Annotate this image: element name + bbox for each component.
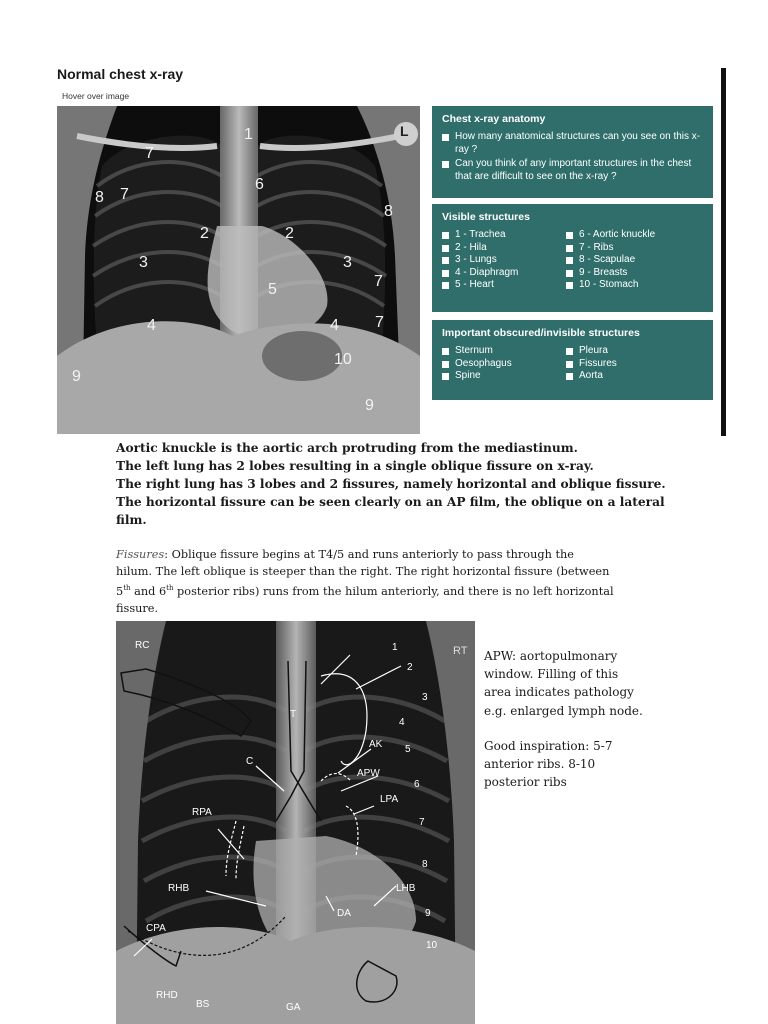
rib-label: 2 [407,662,413,673]
list-item: 9 - Breasts [566,267,696,280]
annotation-label: GA [286,1002,301,1013]
list-item: Sternum [442,345,566,358]
xray-drawing [57,106,420,434]
list-item: Spine [442,370,566,383]
annotation-label: C [246,756,254,767]
rib-label: 7 [419,817,425,828]
xray-number: 9 [365,397,374,414]
annotated-xray-image[interactable] [116,621,475,1024]
xray-number: 7 [375,314,384,331]
list-item: 7 - Ribs [566,242,696,255]
superscript: th [123,584,131,592]
xray-number: 7 [120,186,129,203]
annotation-label: RPA [192,807,212,818]
xray-number: 2 [285,225,294,242]
list-item: Fissures [566,358,696,371]
xray-number: 7 [145,145,154,162]
rib-label: 8 [422,859,428,870]
fissures-label: Fissures [116,548,165,561]
annotation-label: APW [357,768,380,779]
side-notes [484,647,644,808]
list-item: 8 - Scapulae [566,254,696,267]
rib-label: 4 [399,717,405,728]
xray-number: 8 [384,203,393,220]
list-item: 3 - Lungs [442,254,566,267]
text-line: : Oblique fissure begins at T4/5 and runs anteriorly to pass through the [164,548,574,561]
list-item: How many anatomical structures can you see on this x-ray ? [442,131,703,156]
xray-number: 8 [95,189,104,206]
box-heading: Important obscured/invisible structures [442,327,640,339]
text-line: film. [116,513,147,527]
text-fragment: posterior ribs) runs from the hilum anteriorly, and there is no left horizontal [173,584,614,598]
annotation-label: LHB [396,883,416,894]
annotation-label: RHD [156,990,178,1001]
list-item: 10 - Stomach [566,279,696,292]
rib-label: 6 [414,779,420,790]
divider-bar [721,68,726,436]
side-marker: RT [453,645,468,657]
xray-number: 5 [268,281,277,298]
list-item: 5 - Heart [442,279,566,292]
xray-number: 2 [200,225,209,242]
rib-label: 1 [392,642,398,653]
text-line: hilum. The left oblique is steeper than the right. The right horizontal fissure (between [116,565,610,578]
box-heading: Chest x-ray anatomy [442,113,546,125]
fissures-paragraph [116,546,646,617]
xray-number: 6 [255,176,264,193]
annotation-label: LPA [380,794,399,805]
hover-hint: Hover over image [62,91,130,101]
text-line: The left lung has 2 lobes resulting in a single oblique fissure on x-ray. [116,459,594,473]
annotation-label: DA [337,908,351,919]
annotation-label: BS [196,999,210,1010]
xray-number: 1 [244,126,253,143]
rib-label: 10 [426,940,438,951]
list-item: Pleura [566,345,696,358]
xray-number: 10 [334,351,352,368]
list-item: 2 - Hila [442,242,566,255]
xray-number: 3 [343,254,352,271]
annotation-label: RC [135,640,150,651]
side-marker: L [400,123,409,139]
list-item: 4 - Diaphragm [442,267,566,280]
text-fragment: and 6 [130,584,167,598]
xray-number: 3 [139,254,148,271]
list-item: Can you think of any important structures in the chest that are difficult to see on the x-ray ? [442,158,703,183]
list-item: 1 - Trachea [442,229,566,242]
xray-number: 4 [330,317,339,334]
inspiration-note: Good inspiration: 5-7 anterior ribs. 8-10 posterior ribs [484,738,613,790]
rib-label: 9 [425,908,431,919]
page-title: Normal chest x-ray [57,66,184,82]
annotation-label: CPA [146,923,166,934]
chest-xray-image[interactable] [57,106,420,434]
annotation-label: T [290,709,297,720]
xray-number: 9 [72,368,81,385]
annotation-label: AK [369,739,383,750]
annotation-label: RHB [168,883,190,894]
rib-label: 5 [405,744,411,755]
obscured-structures-box [432,320,713,400]
apw-note: APW: aortopulmonary window. Filling of this area indicates pathology e.g. enlarged lymph node. [484,649,643,718]
rib-label: 3 [422,692,428,703]
list-item: 6 - Aortic knuckle [566,229,696,242]
visible-structures-box [432,204,713,312]
superscript: th [166,584,174,592]
text-line: fissure. [116,601,159,615]
text-fragment: 5 [116,584,124,598]
list-item: Aorta [566,370,696,383]
xray-number: 7 [374,273,383,290]
text-line: The horizontal fissure can be seen clearly on an AP film, the oblique on a lateral [116,495,665,509]
anatomy-questions-box [432,106,713,198]
xray-number: 4 [147,317,156,334]
box-heading: Visible structures [442,211,530,223]
text-line: The right lung has 3 lobes and 2 fissures, namely horizontal and oblique fissure. [116,477,666,491]
list-item: Oesophagus [442,358,566,371]
text-line: Aortic knuckle is the aortic arch protruding from the mediastinum. [116,441,578,455]
explanation-paragraph [116,439,666,529]
